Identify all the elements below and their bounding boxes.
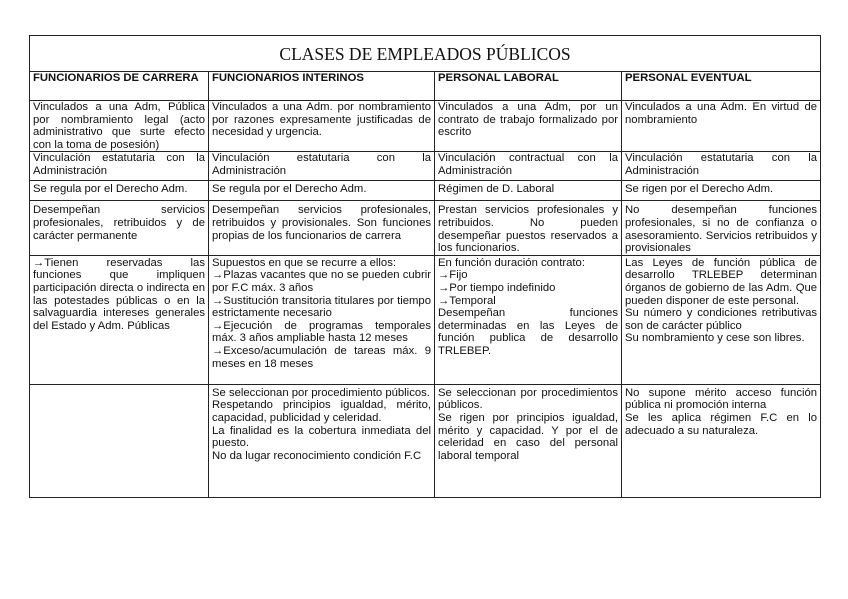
- header-personal-laboral: PERSONAL LABORAL: [435, 72, 622, 101]
- cell-paragraph: Vinculados a una Adm. por nombramiento por razones expresamente justificadas de necesidad y urgencia.: [212, 101, 431, 139]
- table-row: [30, 384, 821, 497]
- cell-paragraph: Su nombramiento y cese son libres.: [625, 332, 805, 345]
- cell-paragraph: →Ejecución de programas temporales máx. 3 años ampliable hasta 12 meses: [212, 319, 431, 345]
- table-title: CLASES DE EMPLEADOS PÚBLICOS: [30, 36, 821, 72]
- employee-classes-table: [29, 35, 821, 498]
- cell-paragraph: Se regula por el Derecho Adm.: [212, 183, 367, 196]
- cell-paragraph: Vinculación estatutaria con la Administración: [625, 152, 818, 177]
- cell-paragraph: →Por tiempo indefinido: [438, 281, 556, 294]
- cell-laboral-servicios: [435, 201, 622, 255]
- cell-interinos-seleccion: [209, 384, 435, 497]
- cell-carrera-servicios: [30, 201, 209, 255]
- table-row: [30, 152, 821, 181]
- cell-paragraph: Vinculados a una Adm, Pública por nombramiento legal (acto administrativo que surte efecto con la toma de posesión): [33, 101, 205, 151]
- cell-laboral-seleccion: [435, 384, 622, 497]
- cell-paragraph: No supone mérito acceso función pública ni promoción interna: [625, 386, 818, 412]
- cell-paragraph: Se regula por el Derecho Adm.: [33, 183, 188, 196]
- cell-paragraph: Desempeñan servicios profesionales, retribuidos y provisionales. Son funciones propias de los funcionarios de carrera: [212, 204, 431, 242]
- cell-paragraph: Se rigen por principios igualdad, mérito y capacidad. Y por el de celeridad en caso del personal laboral temporal: [438, 411, 618, 462]
- table-row: [30, 201, 821, 255]
- cell-carrera-funciones: [30, 255, 209, 384]
- cell-paragraph: Se les aplica régimen F.C en lo adecuado a su naturaleza.: [625, 411, 818, 437]
- header-personal-eventual: PERSONAL EVENTUAL: [622, 72, 821, 101]
- cell-paragraph: Desempeñan funciones determinadas en las Leyes de función publica de desarrollo TRLEBEP.: [438, 307, 618, 357]
- cell-eventual-regimen: [622, 181, 821, 201]
- cell-paragraph: No da lugar reconocimiento condición F.C: [212, 449, 422, 462]
- cell-paragraph: En función duración contrato:: [438, 256, 585, 269]
- cell-paragraph: No desempeñan funciones profesionales, si no de confianza o asesoramiento. Servicios retribuidos y provisionales: [625, 204, 818, 255]
- cell-interinos-vinculacion: [209, 101, 435, 152]
- cell-paragraph: Su número y condiciones retributivas son de carácter público: [625, 307, 818, 332]
- cell-paragraph: →Sustitución transitoria titulares por tiempo estrictamente necesario: [212, 294, 431, 320]
- header-funcionarios-interinos: FUNCIONARIOS INTERINOS: [209, 72, 435, 101]
- cell-eventual-organos: [622, 255, 821, 384]
- cell-paragraph: Vinculados a una Adm, por un contrato de trabajo formalizado por escrito: [438, 101, 618, 139]
- cell-paragraph: →Temporal: [438, 294, 496, 307]
- cell-paragraph: Desempeñan servicios profesionales, retribuidos y de carácter permanente: [33, 204, 205, 242]
- cell-interinos-tipo-vinculacion: [209, 152, 435, 181]
- cell-eventual-seleccion: [622, 384, 821, 497]
- cell-paragraph: →Tienen reservadas las funciones que impliquen participación directa o indirecta en las potestades públicas o en la salvaguardia intereses generales del Estado y Adm. Públicas: [33, 256, 205, 332]
- cell-eventual-servicios: [622, 201, 821, 255]
- cell-paragraph: La finalidad es la cobertura inmediata del puesto.: [212, 424, 431, 450]
- cell-paragraph: Vinculación contractual con la Administración: [438, 152, 618, 177]
- cell-paragraph: Vinculados a una Adm. En virtud de nombramiento: [625, 101, 818, 126]
- header-funcionarios-carrera: FUNCIONARIOS DE CARRERA: [30, 72, 209, 101]
- table-row: [30, 101, 821, 152]
- cell-paragraph: →Plazas vacantes que no se pueden cubrir por F.C máx. 3 años: [212, 269, 431, 294]
- cell-laboral-vinculacion: [435, 101, 622, 152]
- cell-paragraph: Régimen de D. Laboral: [438, 183, 555, 196]
- cell-carrera-tipo-vinculacion: [30, 152, 209, 181]
- cell-paragraph: Se seleccionan por procedimientos públicos.: [438, 386, 618, 412]
- table-row: [30, 255, 821, 384]
- cell-carrera-vinculacion: [30, 101, 209, 152]
- cell-eventual-tipo-vinculacion: [622, 152, 821, 181]
- cell-paragraph: Se seleccionan por procedimiento públicos.: [212, 386, 430, 399]
- cell-paragraph: →Fijo: [438, 269, 468, 282]
- cell-laboral-tipo-vinculacion: [435, 152, 622, 181]
- cell-paragraph: Vinculación estatutaria con la Administración: [33, 152, 205, 177]
- cell-interinos-servicios: [209, 201, 435, 255]
- cell-paragraph: Respetando principios igualdad, mérito, capacidad, publicidad y celeridad.: [212, 399, 431, 424]
- cell-paragraph: Supuestos en que se recurre a ellos:: [212, 256, 396, 269]
- cell-paragraph: Se rigen por el Derecho Adm.: [625, 183, 774, 196]
- cell-paragraph: Prestan servicios profesionales y retribuidos. No pueden desempeñar puestos reservados a los funcionarios.: [438, 204, 618, 255]
- cell-paragraph: Vinculación estatutaria con la Administración: [212, 152, 431, 177]
- cell-interinos-regimen: [209, 181, 435, 201]
- cell-laboral-regimen: [435, 181, 622, 201]
- cell-paragraph: →Exceso/acumulación de tareas máx. 9 meses en 18 meses: [212, 344, 431, 370]
- cell-carrera-regimen: [30, 181, 209, 201]
- table-row: [30, 181, 821, 201]
- cell-laboral-duracion: [435, 255, 622, 384]
- cell-carrera-seleccion: [30, 384, 209, 497]
- cell-paragraph: Las Leyes de función pública de desarrollo TRLEBEP determinan órganos de gobierno de las Adm. Que pueden disponer de este personal.: [625, 256, 818, 307]
- cell-interinos-supuestos: [209, 255, 435, 384]
- cell-eventual-vinculacion: [622, 101, 821, 152]
